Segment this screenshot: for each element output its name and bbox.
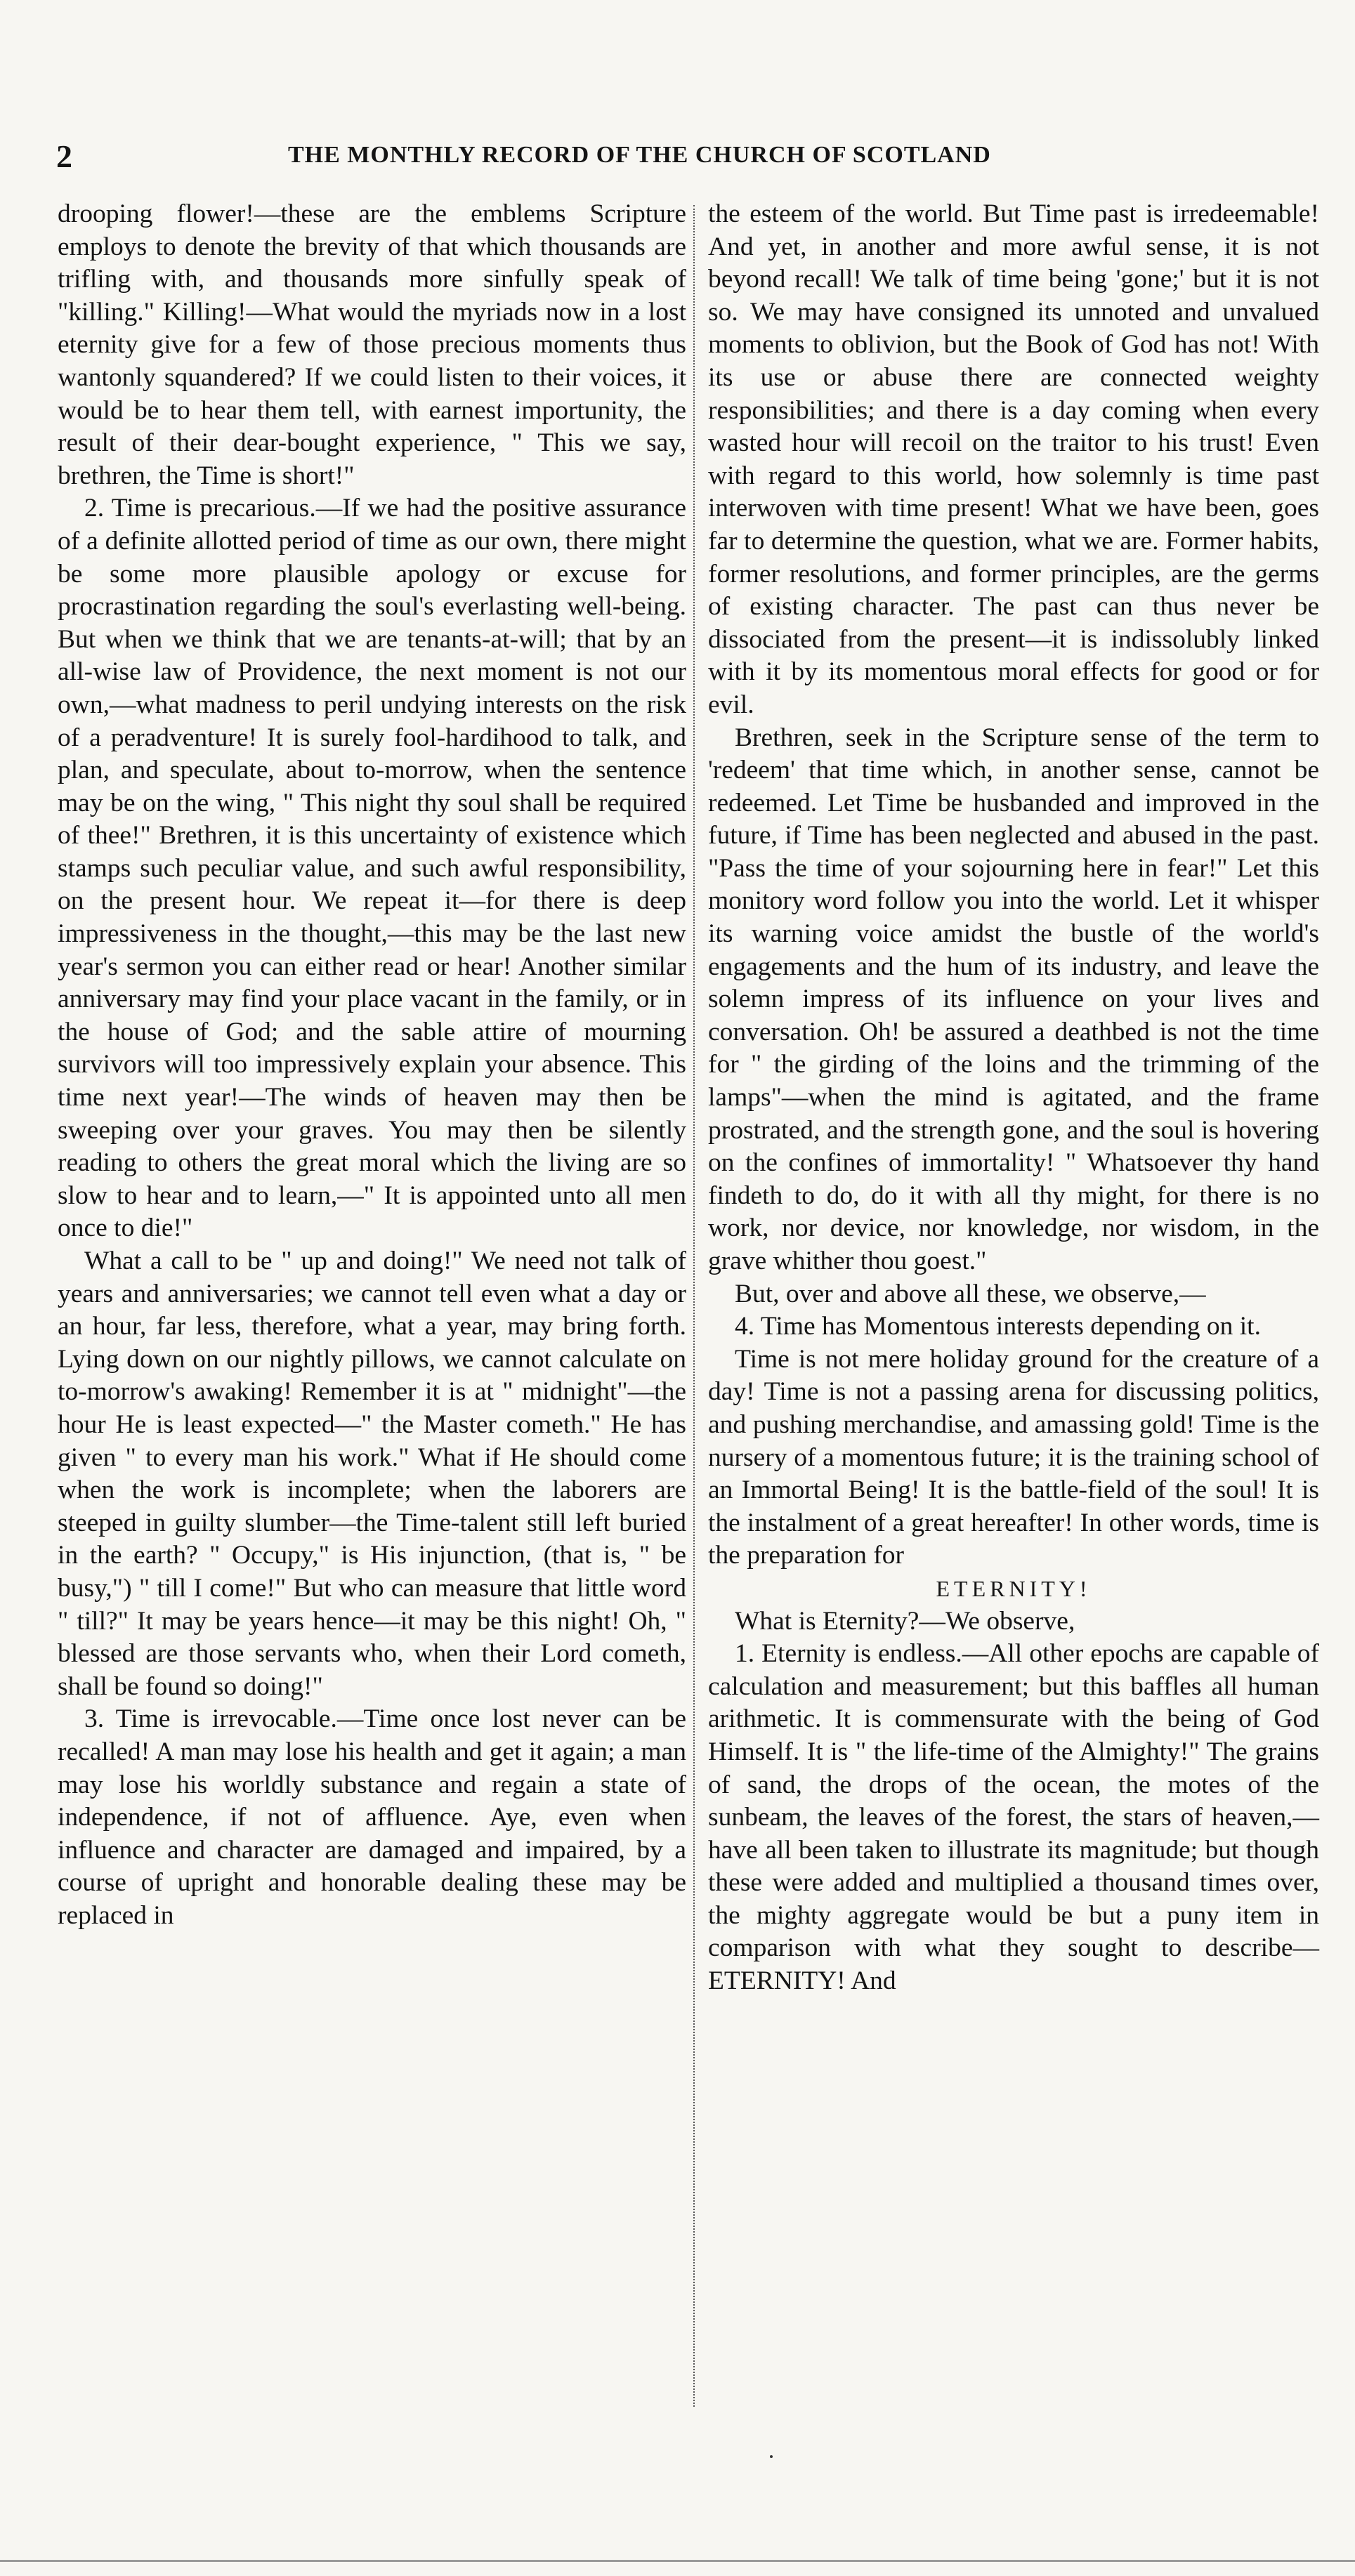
paragraph: Time is not mere holiday ground for the creature of a day! Time is not a passing arena for discussing politics, and pushing merchandise, and amassing gold! Time is the nursery of a momentous future; it is the training school of an Immortal Being! It is the battle-field of the soul! It is the instalment of a great hereafter! In other words, time is the preparation for [708, 1344, 1319, 1570]
right-column [708, 198, 1319, 1998]
paragraph: 3. Time is irrevocable.—Time once lost never can be recalled! A man may lose his health and get it again; a man may lose his worldly substance and regain a state of independence, if not of affluence. Aye, even when influence and character are damaged and impaired, by a course of upright and honorable dealing these may be replaced in [58, 1704, 686, 1930]
page-number: 2 [56, 138, 72, 174]
page-header [56, 138, 1314, 180]
paragraph: drooping flower!—these are the emblems Scripture employs to denote the brevity of that which thousands are trifling with, and thousands more sinfully speak of "killing." Killing!—What would the myriads now in a lost eternity give for a few of those precious moments thus wantonly squandered? If we could listen to their voices, it would be to hear them tell, with earnest importunity, the result of their dear-bought experience, " This we say, brethren, the Time is short!" [58, 199, 686, 490]
paragraph: 4. Time has Momentous interests depending on it. [735, 1312, 1261, 1341]
running-title: THE MONTHLY RECORD OF THE CHURCH OF SCOTLAND [288, 142, 991, 168]
ink-dot [770, 2455, 773, 2458]
section-heading: ETERNITY! [936, 1575, 1092, 1601]
column-divider [693, 205, 695, 2407]
paragraph: Brethren, seek in the Scripture sense of the term to 'redeem' that time which, in another sense, cannot be redeemed. Let Time be husbanded and improved in the future, if Time has been neglected and abused in the past. "Pass the time of your sojourning here in fear!" Let this monitory word follow you into the world. Let it whisper its warning voice amidst the bustle of the world's engagements and the hum of its industry, and leave the solemn impress of its influence on your lives and conversation. Oh! be assured a deathbed is not the time for " the girding of the loins and the trimming of the lamps"—when the mind is agitated, and the frame prostrated, and the strength gone, and the soul is hovering on the confines of immortality! " Whatsoever thy hand findeth to do, do it with all thy might, for there is no work, nor device, nor knowledge, nor wisdom, in the grave whither thou goest." [708, 723, 1319, 1275]
paragraph: What is Eternity?—We observe, [735, 1606, 1075, 1636]
scan-edge [0, 2560, 1355, 2562]
paragraph: What a call to be " up and doing!" We need not talk of years and anniversaries; we cannot tell even what a day or an hour, far less, therefore, what a year, may bring forth. Lying down on our nightly pillows, we cannot calculate on to-morrow's awaking! Remember it is at " midnight"—the hour He is least expected—" the Master cometh." He has given " to every man his work." What if He should come when the work is incomplete; when the laborers are steeped in guilty slumber—the Time-talent still left buried in the earth? " Occupy," is His injunction, (that is, " be busy,") " till I come!" But who can measure that little word " till?" It may be years hence—it may be this night! Oh, " blessed are those servants who, when their Lord cometh, shall be found so doing!" [58, 1247, 686, 1701]
paragraph: 1. Eternity is endless.—All other epochs are capable of calculation and measurement; but this baffles all human arithmetic. It is commensurate with the being of God Himself. It is " the life-time of the Almighty!" The grains of sand, the drops of the ocean, the motes of the sunbeam, the leaves of the forest, the stars of heaven,—have all been taken to illustrate its magnitude; but though these were added and multiplied a thousand times over, the mighty aggregate would be but a puny item in comparison with what they sought to describe—ETERNITY! And [708, 1639, 1319, 1996]
paragraph: But, over and above all these, we observe,— [735, 1279, 1206, 1308]
left-column [58, 198, 686, 1932]
paragraph: the esteem of the world. But Time past is irredeemable! And yet, in another and more awful sense, it is not beyond recall! We talk of time being 'gone;' but it is not so. We may have consigned its unnoted and unvalued moments to oblivion, but the Book of God has not! With its use or abuse there are connected weighty responsibilities; and there is a day coming when every wasted hour will recoil on the traitor to his trust! Even with regard to this world, how solemnly is time past interwoven with time present! What we have been, goes far to determine the question, what we are. Former habits, former resolutions, and former principles, are the germs of existing character. The past can thus never be dissociated from the present—it is indissolubly linked with it by its momentous moral effects for good or for evil. [708, 199, 1319, 719]
paragraph: 2. Time is precarious.—If we had the positive assurance of a definite allotted period of time as our own, there might be some more plausible apology or excuse for procrastination regarding the soul's everlasting well-being. But when we think that we are tenants-at-will; that by an all-wise law of Providence, the next moment is not our own,—what madness to peril undying interests on the risk of a peradventure! It is surely fool-hardihood to talk, and plan, and speculate, about to-morrow, when the sentence may be on the wing, " This night thy soul shall be required of thee!" Brethren, it is this uncertainty of existence which stamps such peculiar value, and such awful responsibility, on the present hour. We repeat it—for there is deep impressiveness in the thought,—this may be the last new year's sermon you can either read or hear! Another similar anniversary may find your place vacant in the family, or in the house of God; and the sable attire of mourning survivors will too impressively explain your absence. This time next year!—The winds of heaven may then be sweeping over your graves. You may then be silently reading to others the great moral which the living are so slow to hear and to learn,—" It is appointed unto all men once to die!" [58, 494, 686, 1243]
